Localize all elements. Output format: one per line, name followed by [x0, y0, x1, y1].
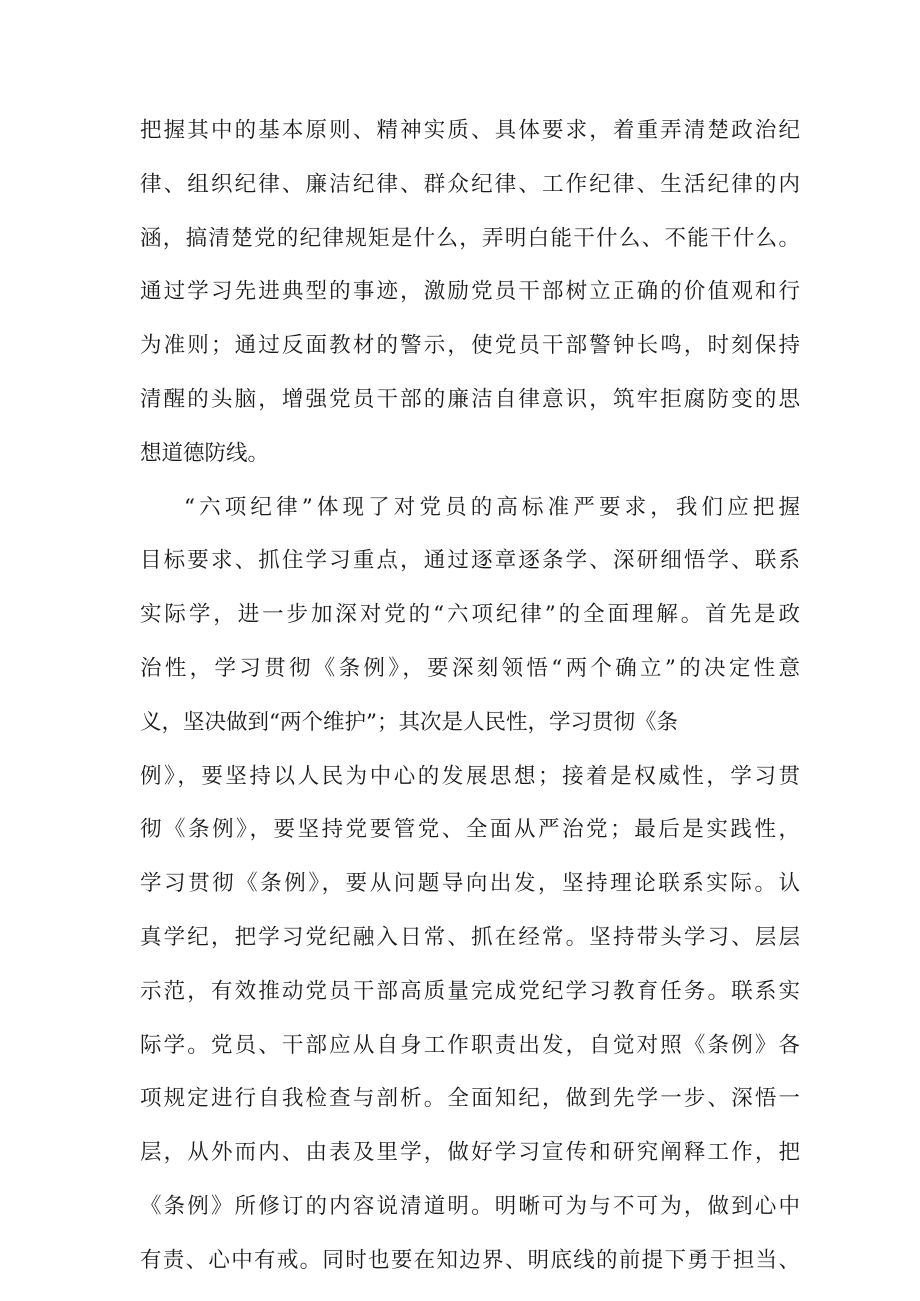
paragraph-2-line-12: 项规定进行自我检查与剖析。全面知纪，做到先学一步、深悟一 — [140, 1086, 800, 1112]
paragraph-1-line-3: 涵，搞清楚党的纪律规矩是什么，弄明白能干什么、不能干什么。 — [140, 225, 800, 251]
paragraph-1-line-7: 想道德防线。 — [140, 440, 270, 466]
paragraph-2-line-8: 学习贯彻《条例》，要从问题导向出发，坚持理论联系实际。认 — [140, 871, 800, 897]
paragraph-2-line-14: 《条例》所修订的内容说清道明。明晰可为与不可为，做到心中 — [140, 1193, 800, 1219]
paragraph-2-line-7: 彻《条例》，要坚持党要管党、全面从严治党；最后是实践性， — [140, 817, 800, 843]
paragraph-2-line-9: 真学纪，把学习党纪融入日常、抓在经常。坚持带头学习、层层 — [140, 924, 800, 950]
paragraph-1-line-1: 把握其中的基本原则、精神实质、具体要求，着重弄清楚政治纪 — [140, 118, 800, 143]
paragraph-2-line-1: “六项纪律”体现了对党员的高标准严要求，我们应把握 — [184, 494, 800, 520]
paragraph-1-line-6: 清醒的头脑，增强党员干部的廉洁自律意识，筑牢拒腐防变的思 — [140, 386, 800, 412]
paragraph-2-line-4: 治性，学习贯彻《条例》，要深刻领悟“两个确立”的决定性意 — [140, 655, 800, 681]
paragraph-2-line-3: 实际学，进一步加深对党的“六项纪律”的全面理解。首先是政 — [140, 602, 800, 628]
paragraph-2-line-5: 义，坚决做到“两个维护”；其次是人民性，学习贯彻《条 — [140, 709, 678, 735]
paragraph-2-line-15: 有责、心中有戒。同时也要在知边界、明底线的前提下勇于担当、 — [140, 1247, 800, 1273]
paragraph-1-line-4: 通过学习先进典型的事迹，激励党员干部树立正确的价值观和行 — [140, 279, 800, 305]
document-body — [140, 104, 800, 1288]
paragraph-2-line-6: 例》，要坚持以人民为中心的发展思想；接着是权威性，学习贯 — [140, 763, 800, 789]
paragraph-2-line-11: 际学。党员、干部应从自身工作职责出发，自觉对照《条例》各 — [140, 1032, 800, 1058]
paragraph-1-line-5: 为准则；通过反面教材的警示，使党员干部警钟长鸣，时刻保持 — [140, 333, 800, 359]
paragraph-1-line-2: 律、组织纪律、廉洁纪律、群众纪律、工作纪律、生活纪律的内 — [140, 171, 800, 197]
paragraph-2-line-13: 层，从外而内、由表及里学，做好学习宣传和研究阐释工作，把 — [140, 1140, 800, 1166]
paragraph-2-line-10: 示范，有效推动党员干部高质量完成党纪学习教育任务。联系实 — [140, 978, 800, 1004]
paragraph-2-line-2: 目标要求、抓住学习重点，通过逐章逐条学、深研细悟学、联系 — [140, 548, 800, 574]
